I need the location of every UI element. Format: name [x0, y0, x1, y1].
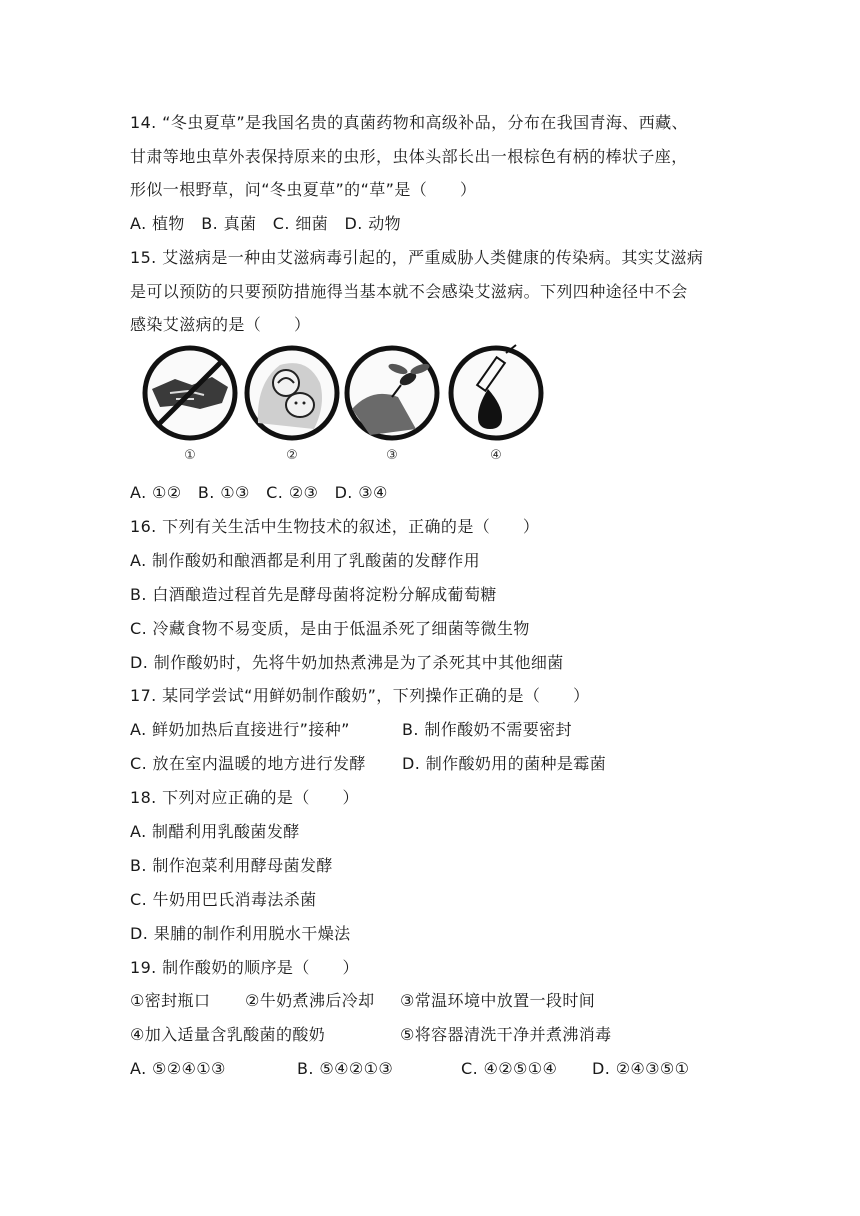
q19-option-c: C. ④②⑤①④	[461, 1059, 558, 1078]
q16-option-d: D. 制作酸奶时，先将牛奶加热煮沸是为了杀死其中其他细菌	[130, 653, 564, 672]
q19-step-4: ④加入适量含乳酸菌的酸奶	[130, 1025, 326, 1044]
q19-option-a: A. ⑤②④①③	[130, 1059, 226, 1078]
q19-stem: 19. 制作酸奶的顺序是（ ）	[130, 958, 359, 977]
q14-stem-line-2: 甘肃等地虫草外表保持原来的虫形，虫体头部长出一根棕色有柄的棒状子座，	[130, 147, 688, 166]
q19-option-d: D. ②④③⑤①	[592, 1059, 690, 1078]
q17-option-b: B. 制作酸奶不需要密封	[402, 720, 572, 739]
q15-stem-line-1: 15. 艾滋病是一种由艾滋病毒引起的，严重威胁人类健康的传染病。其实艾滋病	[130, 248, 704, 267]
q16-stem: 16. 下列有关生活中生物技术的叙述，正确的是（ ）	[130, 517, 540, 536]
q16-option-b: B. 白酒酿造过程首先是酵母菌将淀粉分解成葡萄糖	[130, 585, 497, 604]
mosquito-icon	[347, 348, 437, 438]
q15-options: A. ①② B. ①③ C. ②③ D. ③④	[130, 483, 388, 502]
syringe-icon	[451, 345, 541, 438]
hiv-transmission-figure	[130, 343, 550, 471]
q16-option-a: A. 制作酸奶和酿酒都是利用了乳酸菌的发酵作用	[130, 551, 481, 570]
q19-step-3: ③常温环境中放置一段时间	[400, 991, 596, 1010]
q17-stem: 17. 某同学尝试“用鲜奶制作酸奶”，下列操作正确的是（ ）	[130, 686, 590, 705]
q14-stem-line-1: 14. “冬虫夏草”是我国名贵的真菌药物和高级补品，分布在我国青海、西藏、	[130, 113, 688, 132]
q14-options: A. 植物 B. 真菌 C. 细菌 D. 动物	[130, 214, 402, 233]
figure-label-1: ①	[184, 448, 196, 463]
q17-option-c: C. 放在室内温暖的地方进行发酵	[130, 754, 366, 773]
q15-stem-line-3: 感染艾滋病的是（ ）	[130, 315, 311, 334]
q19-step-5: ⑤将容器清洗干净并煮沸消毒	[400, 1025, 612, 1044]
hiv-figure-svg	[130, 343, 550, 471]
q18-option-b: B. 制作泡菜利用酵母菌发酵	[130, 856, 333, 875]
figure-label-4: ④	[490, 448, 502, 463]
q19-step-2: ②牛奶煮沸后冷却	[245, 991, 375, 1010]
q15-stem-line-2: 是可以预防的只要预防措施得当基本就不会感染艾滋病。下列四种途径中不会	[130, 282, 688, 301]
figure-label-2: ②	[286, 448, 298, 463]
q17-option-a: A. 鲜奶加热后直接进行”接种”	[130, 720, 350, 739]
q14-stem-line-3: 形似一根野草，问“冬虫夏草”的“草”是（ ）	[130, 180, 477, 199]
q17-option-d: D. 制作酸奶用的菌种是霉菌	[402, 754, 607, 773]
q18-option-c: C. 牛奶用巴氏消毒法杀菌	[130, 890, 317, 909]
mother-child-icon	[247, 348, 337, 438]
q18-option-d: D. 果脯的制作利用脱水干燥法	[130, 924, 351, 943]
q18-stem: 18. 下列对应正确的是（ ）	[130, 788, 359, 807]
q19-option-b: B. ⑤④②①③	[297, 1059, 394, 1078]
q18-option-a: A. 制醋利用乳酸菌发酵	[130, 822, 300, 841]
figure-label-3: ③	[386, 448, 398, 463]
q19-step-1: ①密封瓶口	[130, 991, 211, 1010]
q16-option-c: C. 冷藏食物不易变质，是由于低温杀死了细菌等微生物	[130, 619, 530, 638]
handshake-icon	[145, 348, 235, 438]
